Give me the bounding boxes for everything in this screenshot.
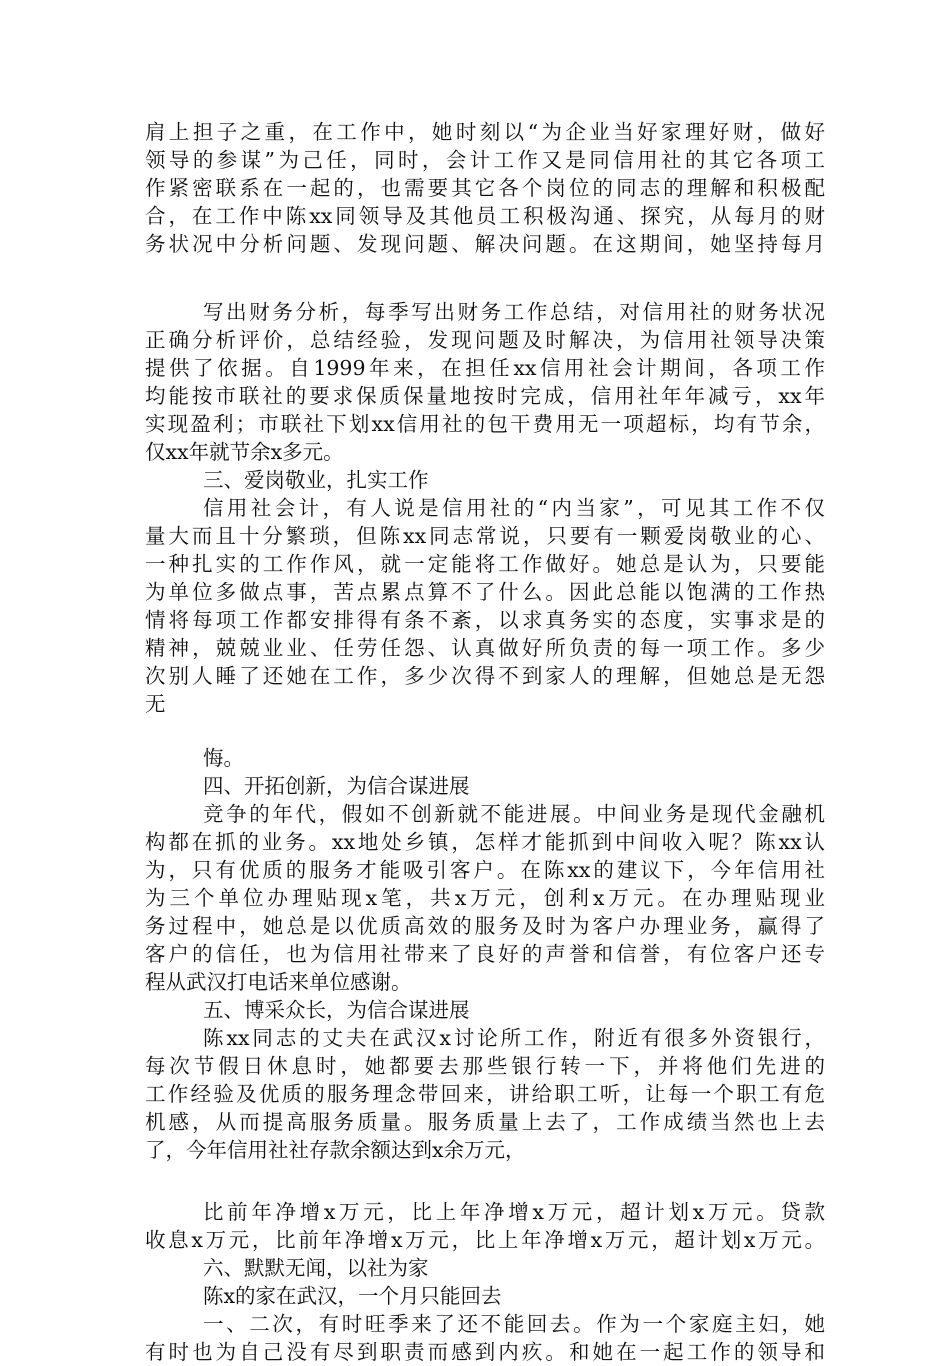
text-line: 仅xx年就节余x多元。 <box>145 440 344 464</box>
text-line: 为单位多做点事，苦点累点算不了什么。因此总能以饱满的工作热 <box>145 580 825 604</box>
section-heading: 六、默默无闻，以社为家 <box>203 1256 429 1280</box>
text-line: 为三个单位办理贴现x笔，共x万元，创利x万元。在办理贴现业 <box>145 886 825 910</box>
text-line: 肩上担子之重，在工作中，她时刻以“为企业当好家理好财，做好 <box>145 120 825 144</box>
text-line: 客户的信任，也为信用社带来了良好的声誉和信誉，有位客户还专 <box>145 942 825 966</box>
text-line: 量大而且十分繁琐，但陈xx同志常说，只要有一颗爱岗敬业的心、 <box>145 524 825 548</box>
text-line: 竞争的年代，假如不创新就不能进展。中间业务是现代金融机 <box>203 802 825 826</box>
text-line: 务过程中，她总是以优质高效的服务及时为客户办理业务，赢得了 <box>145 914 825 938</box>
text-line: 了，今年信用社社存款余额达到x余万元， <box>145 1138 526 1162</box>
text-line: 务状况中分析问题、发现问题、解决问题。在这期间，她坚持每月 <box>145 232 825 256</box>
text-line: 工作经验及优质的服务理念带回来，讲给职工听，让每一个职工有危 <box>145 1082 825 1106</box>
text-line: 作紧密联系在一起的，也需要其它各个岗位的同志的理解和积极配 <box>145 176 825 200</box>
text-line: 机感，从而提高服务质量。服务质量上去了，工作成绩当然也上去 <box>145 1110 825 1134</box>
text-line: 实现盈利；市联社下划xx信用社的包干费用无一项超标，均有节余， <box>145 412 825 436</box>
text-line: 构都在抓的业务。xx地处乡镇，怎样才能抓到中间收入呢？陈xx认 <box>145 830 825 854</box>
text-line: 为，只有优质的服务才能吸引客户。在陈xx的建议下，今年信用社 <box>145 858 825 882</box>
text-line: 信用社会计，有人说是信用社的“内当家”，可见其工作不仅 <box>203 496 825 520</box>
text-line: 无 <box>145 692 166 716</box>
text-line: 有时也为自己没有尽到职责而感到内疚。和她在一起工作的领导和 <box>145 1340 825 1364</box>
section-heading: 五、博采众长，为信合谋进展 <box>203 998 470 1022</box>
text-line: 一、二次，有时旺季来了还不能回去。作为一个家庭主妇，她 <box>203 1312 825 1336</box>
text-line: 领导的参谋”为己任，同时，会计工作又是同信用社的其它各项工 <box>145 148 825 172</box>
text-line: 陈x的家在武汉，一个月只能回去 <box>203 1284 502 1308</box>
text-line: 收息x万元，比前年净增x万元，比上年净增x万元，超计划x万元。 <box>145 1228 825 1252</box>
text-line: 情将每项工作都安排得有条不紊，以求真务实的态度，实事求是的 <box>145 608 825 632</box>
text-line: 合，在工作中陈xx同领导及其他员工积极沟通、探究，从每月的财 <box>145 204 825 228</box>
section-heading: 三、爱岗敬业，扎实工作 <box>203 468 429 492</box>
text-line: 均能按市联社的要求保质保量地按时完成，信用社年年减亏，xx年 <box>145 384 825 408</box>
text-line: 写出财务分析，每季写出财务工作总结，对信用社的财务状况 <box>203 300 825 324</box>
text-line: 每次节假日休息时，她都要去那些银行转一下，并将他们先进的 <box>145 1054 825 1078</box>
text-line: 程从武汉打电话来单位感谢。 <box>145 970 412 994</box>
section-heading: 四、开拓创新，为信合谋进展 <box>203 774 470 798</box>
text-line: 正确分析评价，总结经验，发现问题及时解决，为信用社领导决策 <box>145 328 825 352</box>
text-line: 比前年净增x万元，比上年净增x万元，超计划x万元。贷款 <box>203 1200 825 1224</box>
text-line: 精神，兢兢业业、任劳任怨、认真做好所负责的每一项工作。多少 <box>145 636 825 660</box>
text-line: 陈xx同志的丈夫在武汉x讨论所工作，附近有很多外资银行， <box>203 1026 825 1050</box>
text-line: 次别人睡了还她在工作，多少次得不到家人的理解，但她总是无怨 <box>145 664 825 688</box>
text-line: 一种扎实的工作作风，就一定能将工作做好。她总是认为，只要能 <box>145 552 825 576</box>
text-line: 悔。 <box>203 746 244 770</box>
text-line: 提供了依据。自1999年来，在担任xx信用社会计期间，各项工作 <box>145 356 825 380</box>
